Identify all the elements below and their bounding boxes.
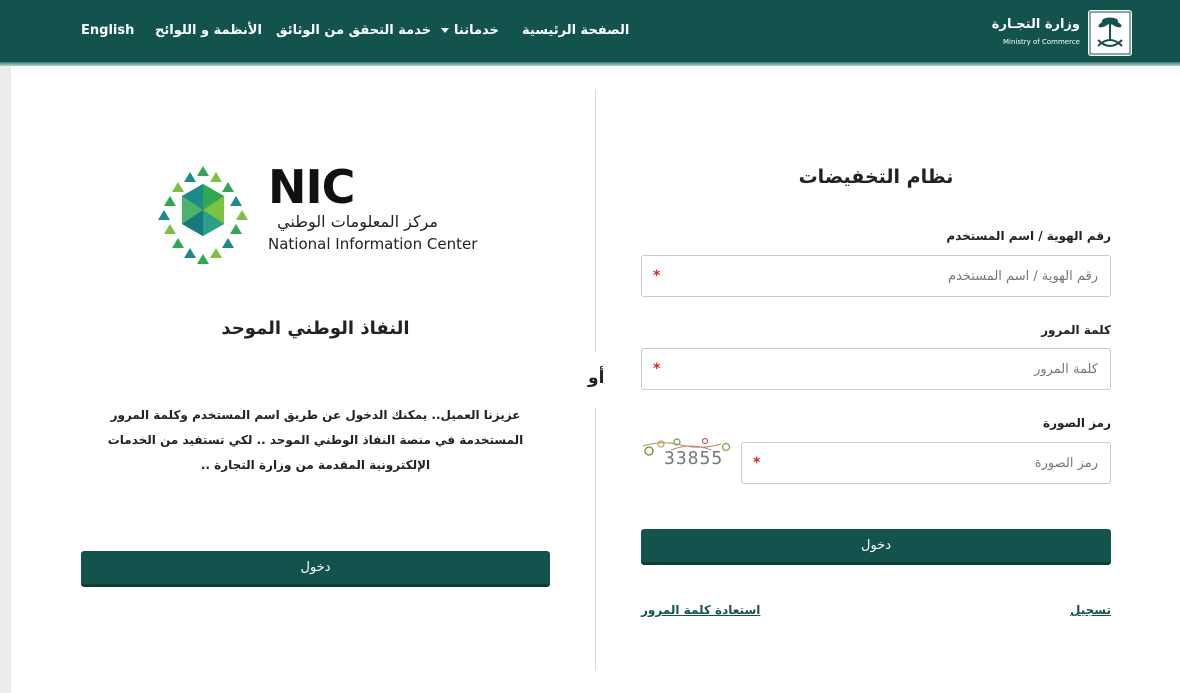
- captcha-code: 33855: [664, 448, 724, 469]
- language-english-link[interactable]: English: [81, 23, 135, 38]
- or-separator: أو: [588, 368, 605, 388]
- password-field-wrapper: [641, 348, 1111, 390]
- captcha-field-wrapper: [741, 442, 1111, 484]
- password-input[interactable]: [642, 349, 1110, 389]
- username-field-wrapper: [641, 255, 1111, 297]
- nav-services-dropdown[interactable]: [441, 22, 499, 40]
- captcha-input[interactable]: [742, 443, 1110, 483]
- required-marker: *: [753, 455, 761, 471]
- nav-verify-documents-link[interactable]: خدمة التحقق من الوثائق: [276, 23, 432, 38]
- nafath-login-button[interactable]: دخول: [81, 551, 550, 587]
- top-navbar: [0, 0, 1180, 64]
- ministry-logo[interactable]: [991, 10, 1132, 56]
- required-marker: *: [653, 361, 661, 377]
- captcha-label: رمز الصورة: [1043, 416, 1111, 430]
- nav-services-label: خدماتنا: [454, 23, 499, 38]
- register-link[interactable]: تسجيل: [1070, 603, 1111, 617]
- nav-home-link[interactable]: الصفحة الرئيسية: [522, 23, 630, 38]
- system-title: نظام التخفيضات: [798, 166, 954, 188]
- nic-logo: [152, 160, 482, 270]
- palm-swords-emblem-icon: [1088, 10, 1132, 56]
- ministry-name-ar: وزارة التجـارة: [991, 17, 1080, 32]
- username-input[interactable]: [642, 256, 1110, 296]
- vertical-divider: [595, 408, 596, 670]
- password-label: كلمة المرور: [1041, 323, 1111, 337]
- required-marker: *: [653, 268, 661, 284]
- recover-password-link[interactable]: استعادة كلمة المرور: [641, 603, 761, 617]
- ministry-name-en: Ministry of Commerce: [1003, 38, 1080, 46]
- nafath-title: النفاذ الوطني الموحد: [221, 318, 410, 339]
- nic-wordmark: NIC: [268, 160, 355, 214]
- chevron-down-icon: [441, 28, 449, 33]
- nic-name-ar: مركز المعلومات الوطني: [277, 212, 438, 231]
- nic-name-en: National Information Center: [268, 235, 478, 253]
- vertical-divider: [595, 90, 596, 352]
- username-label: رقم الهوية / اسم المستخدم: [946, 229, 1111, 243]
- login-button[interactable]: دخول: [641, 529, 1111, 565]
- nafath-description: عزيزنا العميل.. يمكنك الدخول عن طريق اسم المستخدم وكلمة المرور المستخدمة في منصة النفاذ الوطني الموحد .. لكي تستفيد من الخدمات الإلكترونية المقدمة من وزارة التجارة ..: [107, 408, 524, 472]
- nav-regulations-link[interactable]: الأنظمة و اللوائح: [155, 23, 262, 38]
- nic-hexagon-icon: [152, 160, 254, 270]
